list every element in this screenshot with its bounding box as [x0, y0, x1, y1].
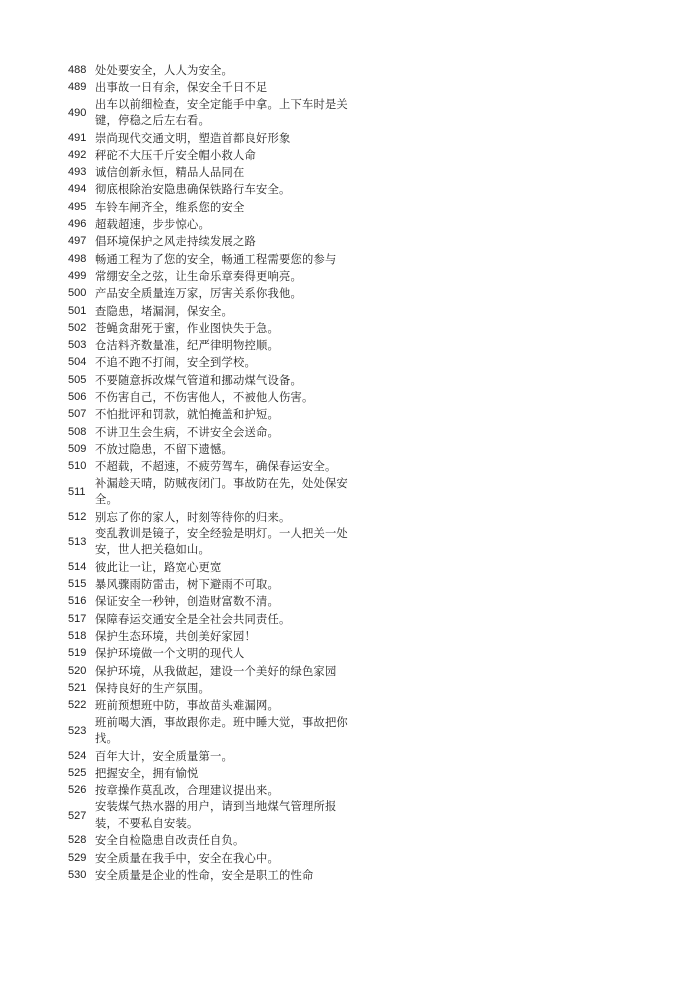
slogan-row — [68, 199, 358, 216]
slogan-number: 505 — [68, 373, 87, 386]
slogan-row — [68, 697, 358, 714]
slogan-number: 511 — [68, 485, 86, 498]
slogan-text: 彼此让一让，路宽心更宽 — [95, 560, 222, 574]
slogan-row — [68, 268, 358, 285]
slogan-number: 496 — [68, 218, 87, 231]
slogan-row — [68, 62, 358, 79]
slogan-number: 527 — [68, 809, 87, 822]
slogan-number: 514 — [68, 560, 87, 573]
slogan-text: 不要随意拆改煤气管道和挪动煤气设备。 — [95, 373, 302, 387]
slogan-row — [68, 509, 358, 526]
slogan-number: 521 — [68, 681, 87, 694]
slogan-row — [68, 372, 358, 389]
slogan-row — [68, 782, 358, 799]
slogan-row — [68, 130, 358, 147]
slogan-number: 519 — [68, 647, 87, 660]
slogan-row — [68, 441, 358, 458]
slogan-text: 保证安全一秒钟，创造财富数不清。 — [95, 595, 279, 609]
slogan-text: 按章操作莫乱改，合理建议提出来。 — [95, 784, 279, 798]
slogan-text: 处处要安全，人人为安全。 — [95, 64, 233, 77]
slogan-text: 诚信创新永恒，精品人品同在 — [95, 166, 245, 180]
slogan-text: 别忘了你的家人，时刻等待你的归来。 — [95, 510, 291, 524]
slogan-number: 493 — [68, 166, 87, 179]
slogan-row — [68, 79, 358, 96]
slogan-row — [68, 424, 358, 441]
slogan-number: 510 — [68, 460, 87, 473]
slogan-text: 产品安全质量连万家，厉害关系你我他。 — [95, 287, 302, 301]
slogan-text: 暴风骤雨防雷击，树下避雨不可取。 — [95, 578, 279, 592]
slogan-text: 查隐患，堵漏洞，保安全。 — [95, 304, 233, 318]
slogan-number: 495 — [68, 200, 87, 213]
slogan-number: 499 — [68, 269, 87, 282]
slogan-number: 515 — [68, 578, 87, 591]
slogan-row — [68, 406, 358, 423]
slogan-row — [68, 181, 358, 198]
slogan-number: 529 — [68, 851, 87, 864]
slogan-text: 不超载，不超速，不疲劳驾车，确保春运安全。 — [95, 460, 337, 474]
slogan-row — [68, 799, 358, 832]
slogan-row — [68, 251, 358, 268]
slogan-number: 490 — [68, 106, 87, 119]
slogan-text: 超载超速，步步惊心。 — [95, 218, 210, 232]
slogan-row — [68, 715, 358, 748]
slogan-number: 502 — [68, 321, 87, 334]
slogan-row — [68, 216, 358, 233]
slogan-text: 保持良好的生产氛围。 — [95, 681, 210, 695]
slogan-text: 不追不跑不打闹，安全到学校。 — [95, 356, 256, 370]
slogan-row — [68, 164, 358, 181]
slogan-text: 安全质量是企业的性命，安全是职工的性命 — [95, 868, 314, 882]
slogan-number: 524 — [68, 749, 87, 762]
slogan-text: 保护环境，从我做起，建设一个美好的绿色家园 — [95, 664, 337, 678]
slogan-row — [68, 285, 358, 302]
slogan-text: 苍蝇贪甜死于蜜，作业图快失于急。 — [95, 321, 279, 335]
slogan-text: 彻底根除治安隐患确保铁路行车安全。 — [95, 183, 291, 197]
slogan-text: 保障春运交通安全是全社会共同责任。 — [95, 612, 291, 626]
slogan-row — [68, 147, 358, 164]
slogan-text: 把握安全，拥有愉悦 — [95, 766, 199, 780]
slogan-list — [68, 62, 358, 884]
slogan-number: 489 — [68, 81, 87, 94]
slogan-number: 525 — [68, 766, 87, 779]
slogan-row — [68, 559, 358, 576]
slogan-text: 不伤害自己，不伤害他人，不被他人伤害。 — [95, 391, 314, 405]
slogan-number: 509 — [68, 442, 87, 455]
slogan-text: 常绷安全之弦，让生命乐章奏得更响亮。 — [95, 269, 302, 283]
slogan-number: 506 — [68, 391, 87, 404]
slogan-row — [68, 680, 358, 697]
slogan-number: 522 — [68, 699, 87, 712]
slogan-number: 517 — [68, 612, 87, 625]
slogan-text: 倡环境保护之风走持续发展之路 — [95, 235, 256, 249]
slogan-text: 安装煤气热水器的用户，请到当地煤气管理所报装，不要私自安装。 — [95, 800, 337, 830]
slogan-text: 出事故一日有余，保安全千日不足 — [95, 81, 268, 95]
slogan-text: 秤砣不大压千斤安全帽小救人命 — [95, 148, 256, 162]
slogan-text: 百年大计，安全质量第一。 — [95, 749, 233, 763]
slogan-row — [68, 748, 358, 765]
slogan-text: 不怕批评和罚款，就怕掩盖和护短。 — [95, 408, 279, 422]
slogan-number: 512 — [68, 510, 87, 523]
slogan-number: 516 — [68, 595, 87, 608]
slogan-row — [68, 593, 358, 610]
slogan-row — [68, 97, 358, 130]
slogan-number: 488 — [68, 64, 87, 76]
slogan-number: 523 — [68, 724, 87, 737]
slogan-text: 仓洁料齐数量准，纪严律明物控顺。 — [95, 339, 279, 353]
slogan-row — [68, 476, 358, 509]
slogan-row — [68, 337, 358, 354]
slogan-number: 501 — [68, 304, 87, 317]
slogan-number: 518 — [68, 630, 87, 643]
slogan-text: 班前喝大酒，事故跟你走。班中睡大觉，事故把你找。 — [95, 715, 348, 745]
slogan-number: 494 — [68, 183, 87, 196]
slogan-text: 不放过隐患，不留下遗憾。 — [95, 442, 233, 456]
slogan-number: 528 — [68, 834, 87, 847]
slogan-number: 497 — [68, 235, 87, 248]
slogan-text: 不讲卫生会生病，不讲安全会送命。 — [95, 425, 279, 439]
slogan-number: 530 — [68, 868, 87, 881]
slogan-row — [68, 303, 358, 320]
slogan-number: 526 — [68, 784, 87, 797]
slogan-number: 504 — [68, 356, 87, 369]
slogan-text: 补漏趁天晴，防贼夜闭门。事故防在先，处处保安全。 — [95, 476, 348, 507]
slogan-row — [68, 867, 358, 884]
slogan-row — [68, 850, 358, 867]
slogan-row — [68, 832, 358, 849]
slogan-number: 503 — [68, 339, 87, 352]
slogan-row — [68, 354, 358, 371]
slogan-number: 498 — [68, 252, 87, 265]
slogan-text: 变乱教训是镜子，安全经验是明灯。一人把关一处安，世人把关稳如山。 — [95, 526, 348, 557]
slogan-text: 保护环境做一个文明的现代人 — [95, 647, 245, 661]
slogan-text: 班前预想班中防，事故苗头难漏网。 — [95, 699, 279, 713]
slogan-row — [68, 645, 358, 662]
slogan-row — [68, 389, 358, 406]
slogan-row — [68, 320, 358, 337]
slogan-text: 车铃车闸齐全，维系您的安全 — [95, 200, 245, 214]
slogan-row — [68, 663, 358, 680]
slogan-row — [68, 233, 358, 250]
slogan-row — [68, 611, 358, 628]
slogan-row — [68, 765, 358, 782]
slogan-text: 安全质量在我手中，安全在我心中。 — [95, 851, 279, 865]
slogan-number: 492 — [68, 148, 87, 161]
slogan-number: 500 — [68, 287, 87, 300]
slogan-number: 491 — [68, 131, 87, 144]
slogan-number: 513 — [68, 536, 87, 549]
slogan-text: 出车以前细检查，安全定能手中拿。上下车时是关键，停稳之后左右看。 — [95, 97, 348, 128]
slogan-row — [68, 526, 358, 559]
slogan-text: 畅通工程为了您的安全，畅通工程需要您的参与 — [95, 252, 337, 266]
slogan-text: 安全自检隐患自改责任自负。 — [95, 834, 245, 848]
slogan-row — [68, 576, 358, 593]
slogan-number: 508 — [68, 425, 87, 438]
slogan-number: 520 — [68, 664, 87, 677]
slogan-number: 507 — [68, 408, 87, 421]
slogan-text: 崇尚现代交通文明，塑造首都良好形象 — [95, 131, 291, 145]
slogan-row — [68, 628, 358, 645]
slogan-row — [68, 458, 358, 475]
slogan-text: 保护生态环境，共创美好家园！ — [95, 630, 256, 644]
